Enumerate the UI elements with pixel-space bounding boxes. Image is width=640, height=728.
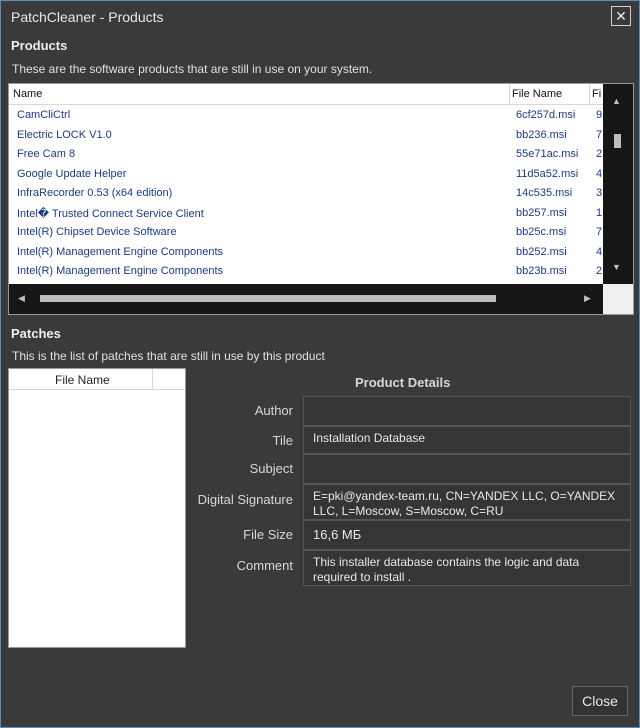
scrollbar-corner <box>603 284 633 314</box>
table-row[interactable] <box>9 164 603 183</box>
author-field[interactable] <box>303 396 631 426</box>
title-label: Tile <box>272 433 293 448</box>
product-name: Intel(R) Management Engine Components <box>17 265 224 277</box>
product-extra: 9 <box>596 109 603 121</box>
author-label: Author <box>254 403 293 418</box>
table-row[interactable] <box>9 144 603 163</box>
table-row[interactable] <box>9 261 603 280</box>
product-file-name: 6cf257d.msi <box>516 109 576 121</box>
product-details-title: Product Details <box>355 375 451 390</box>
column-header-file-name[interactable]: File Name <box>512 88 563 100</box>
column-header-name[interactable]: Name <box>13 88 43 100</box>
filesize-value: 16,6 МБ <box>313 527 362 542</box>
scroll-left-icon[interactable]: ◀ <box>18 293 25 303</box>
column-header-patch-file-name[interactable]: File Name <box>55 373 110 387</box>
subject-label: Subject <box>249 461 293 476</box>
close-button[interactable]: Close <box>572 686 628 716</box>
patches-heading: Patches <box>11 326 61 341</box>
close-window-icon[interactable]: ✕ <box>611 6 631 26</box>
title-bar <box>1 1 639 31</box>
column-divider[interactable] <box>589 84 590 104</box>
product-extra: 7 <box>596 128 603 141</box>
scroll-up-icon[interactable]: ▲ <box>612 96 621 106</box>
products-grid[interactable] <box>8 83 634 315</box>
comment-field[interactable] <box>303 550 631 586</box>
vertical-scroll-thumb[interactable] <box>614 134 621 148</box>
product-file-name: bb236.msi <box>516 128 567 141</box>
filesize-label: File Size <box>243 527 293 542</box>
table-row[interactable] <box>9 242 603 261</box>
product-name: Intel(R) Management Engine Components <box>17 245 224 258</box>
title-field[interactable] <box>303 426 631 454</box>
scroll-right-icon[interactable]: ▶ <box>584 293 591 303</box>
comment-value: This installer database contains the logic and data required to install . <box>313 555 580 584</box>
products-description: These are the software products that are still in use on your system. <box>12 62 373 76</box>
table-row[interactable] <box>9 183 603 202</box>
product-name: CamCliCtrl <box>17 109 71 121</box>
product-name: Intel� Trusted Connect Service Client <box>17 207 204 220</box>
window-title: PatchCleaner - Products <box>11 9 164 25</box>
product-name: Google Update Helper <box>17 167 127 180</box>
table-row[interactable] <box>9 203 603 222</box>
filesize-field[interactable] <box>303 520 631 550</box>
scroll-down-icon[interactable]: ▼ <box>612 262 621 272</box>
table-row[interactable] <box>9 105 603 124</box>
vertical-scrollbar[interactable] <box>603 84 633 284</box>
subject-field[interactable] <box>303 454 631 484</box>
horizontal-scroll-thumb[interactable] <box>40 295 496 302</box>
signature-value: E=pki@yandex-team.ru, CN=YANDEX LLC, O=YANDEX LLC, L=Moscow, S=Moscow, C=RU <box>313 489 616 518</box>
product-extra: 7 <box>596 226 603 238</box>
product-extra: 4 <box>596 167 603 180</box>
signature-field[interactable] <box>303 484 631 520</box>
product-name: Electric LOCK V1.0 <box>17 128 112 141</box>
patches-description: This is the list of patches that are still in use by this product <box>12 349 325 363</box>
product-file-name: bb257.msi <box>516 206 567 219</box>
table-row[interactable] <box>9 222 603 241</box>
product-file-name: 55e71ac.msi <box>516 148 579 160</box>
patches-list-header <box>9 369 185 390</box>
column-divider[interactable] <box>152 369 153 389</box>
signature-label: Digital Signature <box>197 492 293 507</box>
product-extra: 2 <box>596 148 603 160</box>
product-file-name: 14c535.msi <box>516 187 573 199</box>
products-heading: Products <box>11 38 68 53</box>
product-name: InfraRecorder 0.53 (x64 edition) <box>17 187 173 199</box>
comment-label: Comment <box>236 558 293 573</box>
column-divider[interactable] <box>509 84 510 104</box>
product-file-name: bb252.msi <box>516 245 567 258</box>
product-extra: 1 <box>596 206 603 219</box>
product-name: Intel(R) Chipset Device Software <box>17 226 177 238</box>
horizontal-scrollbar[interactable] <box>9 284 603 314</box>
product-file-name: 11d5a52.msi <box>516 167 579 180</box>
table-row[interactable] <box>9 125 603 144</box>
product-extra: 2 <box>596 265 603 277</box>
product-file-name: bb25c.msi <box>516 226 567 238</box>
product-extra: 4 <box>596 245 603 258</box>
title-value: Installation Database <box>313 431 426 445</box>
column-header-extra[interactable]: Fi <box>592 88 602 100</box>
product-file-name: bb23b.msi <box>516 265 567 277</box>
product-name: Free Cam 8 <box>17 148 76 160</box>
products-grid-header <box>9 84 603 105</box>
product-extra: 3 <box>596 187 603 199</box>
